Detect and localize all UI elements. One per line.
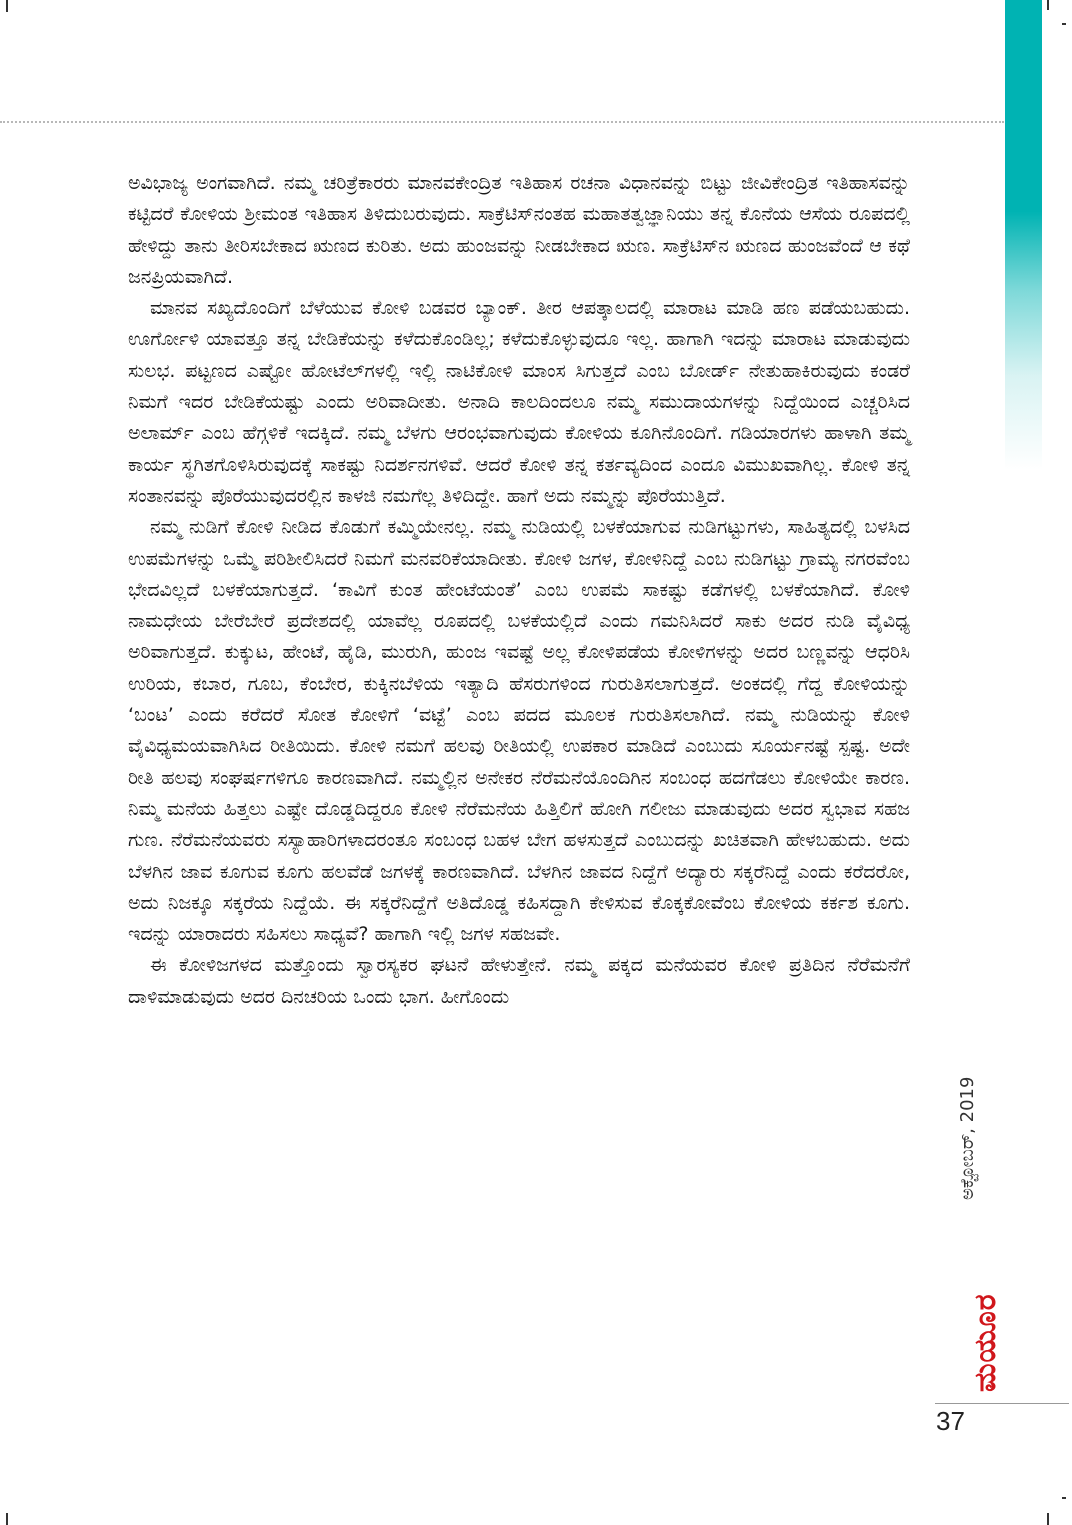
accent-color-bar: [1005, 0, 1042, 470]
article-body: [128, 168, 910, 1013]
header-dotted-rule: [0, 121, 1004, 123]
paragraph-4: ಈ ಕೋಳಿಜಗಳದ ಮತ್ತೊಂದು ಸ್ವಾರಸ್ಯಕರ ಘಟನೆ ಹೇಳುತ್ತೇನೆ. ನಮ್ಮ ಪಕ್ಕದ ಮನೆಯವರ ಕೋಳಿ ಪ್ರತಿದಿನ ನೆರೆಮನೆಗೆ ದಾಳಿಮಾಡುವುದು ಅದರ ದಿನಚರಿಯ ಒಂದು ಭಾಗ. ಹೀಗೊಂದು: [128, 954, 910, 1008]
magazine-masthead: ಮಯೂರ: [968, 1293, 1003, 1392]
paragraph-1: ಅವಿಭಾಜ್ಯ ಅಂಗವಾಗಿದೆ. ನಮ್ಮ ಚರಿತ್ರೆಕಾರರು ಮಾನವಕೇಂದ್ರಿತ ಇತಿಹಾಸ ರಚನಾ ವಿಧಾನವನ್ನು ಬಿಟ್ಟು ಜೀವಿಕೇಂದ್ರಿತ ಇತಿಹಾಸವನ್ನು ಕಟ್ಟಿದರೆ ಕೋಳಿಯ ಶ್ರೀಮಂತ ಇತಿಹಾಸ ತಿಳಿದುಬರುವುದು. ಸಾಕ್ರೆಟಿಸ್‌ನಂತಹ ಮಹಾತತ್ವಜ್ಞಾನಿಯು ತನ್ನ ಕೊನೆಯ ಆಸೆಯ ರೂಪದಲ್ಲಿ ಹೇಳಿದ್ದು ತಾನು ತೀರಿಸಬೇಕಾದ ಋಣದ ಕುರಿತು. ಅದು ಹುಂಜವನ್ನು ನೀಡಬೇಕಾದ ಋಣ. ಸಾಕ್ರೆಟಿಸ್‌ನ ಋಣದ ಹುಂಜವೆಂದೆ ಆ ಕಥೆ ಜನಪ್ರಿಯವಾಗಿದೆ.: [128, 172, 910, 288]
paragraph-2: ಮಾನವ ಸಖ್ಯದೊಂದಿಗೆ ಬೆಳೆಯುವ ಕೋಳಿ ಬಡವರ ಬ್ಯಾಂಕ್. ತೀರ ಆಪತ್ಕಾಲದಲ್ಲಿ ಮಾರಾಟ ಮಾಡಿ ಹಣ ಪಡೆಯಬಹುದು. ಊರ್ಗೋಳಿ ಯಾವತ್ತೂ ತನ್ನ ಬೇಡಿಕೆಯನ್ನು ಕಳೆದುಕೊಂಡಿಲ್ಲ; ಕಳೆದುಕೊಳ್ಳುವುದೂ ಇಲ್ಲ. ಹಾಗಾಗಿ ಇದನ್ನು ಮಾರಾಟ ಮಾಡುವುದು ಸುಲಭ. ಪಟ್ಟಣದ ಎಷ್ಟೋ ಹೋಟೆಲ್‌ಗಳಲ್ಲಿ ಇಲ್ಲಿ ನಾಟಿಕೋಳಿ ಮಾಂಸ ಸಿಗುತ್ತದೆ ಎಂಬ ಬೋರ್ಡ್ ನೇತುಹಾಕಿರುವುದು ಕಂಡರೆ ನಿಮಗೆ ಇದರ ಬೇಡಿಕೆಯಷ್ಟು ಎಂದು ಅರಿವಾದೀತು. ಅನಾದಿ ಕಾಲದಿಂದಲೂ ನಮ್ಮ ಸಮುದಾಯಗಳನ್ನು ನಿದ್ದೆಯಿಂದ ಎಚ್ಚರಿಸಿದ ಅಲಾರ್ಮ್ ಎಂಬ ಹೆಗ್ಗಳಿಕೆ ಇದಕ್ಕಿದೆ. ನಮ್ಮ ಬೆಳಗು ಆರಂಭವಾಗುವುದು ಕೋಳಿಯ ಕೂಗಿನೊಂದಿಗೆ. ಗಡಿಯಾರಗಳು ಹಾಳಾಗಿ ತಮ್ಮ ಕಾರ್ಯ ಸ್ಥಗಿತಗೊಳಿಸಿರುವುದಕ್ಕೆ ಸಾಕಷ್ಟು ನಿದರ್ಶನಗಳಿವೆ. ಆದರೆ ಕೋಳಿ ತನ್ನ ಕರ್ತವ್ಯದಿಂದ ಎಂದೂ ವಿಮುಖವಾಗಿಲ್ಲ. ಕೋಳಿ ತನ್ನ ಸಂತಾನವನ್ನು ಪೊರೆಯುವುದರಲ್ಲಿನ ಕಾಳಜಿ ನಮಗೆಲ್ಲ ತಿಳಿದಿದ್ದೇ. ಹಾಗೆ ಅದು ನಮ್ಮನ್ನು ಪೊರೆಯುತ್ತಿದೆ.: [128, 297, 910, 507]
issue-date: ಅಕ್ಟೋಬರ್, 2019: [957, 1076, 978, 1200]
crop-mark-right-lower: [1062, 1497, 1066, 1499]
crop-mark-right-upper: [1062, 23, 1066, 25]
page-number: 37: [936, 1406, 965, 1436]
crop-mark-bottom-left: [6, 1513, 8, 1525]
paragraph-3: ನಮ್ಮ ನುಡಿಗೆ ಕೋಳಿ ನೀಡಿದ ಕೊಡುಗೆ ಕಮ್ಮಿಯೇನಲ್ಲ. ನಮ್ಮ ನುಡಿಯಲ್ಲಿ ಬಳಕೆಯಾಗುವ ನುಡಿಗಟ್ಟುಗಳು, ಸಾಹಿತ್ಯದಲ್ಲಿ ಬಳಸಿದ ಉಪಮೆಗಳನ್ನು ಒಮ್ಮೆ ಪರಿಶೀಲಿಸಿದರೆ ನಿಮಗೆ ಮನವರಿಕೆಯಾದೀತು. ಕೋಳಿ ಜಗಳ, ಕೋಳಿನಿದ್ದೆ ಎಂಬ ನುಡಿಗಟ್ಟು ಗ್ರಾಮ್ಯ ನಗರವೆಂಬ ಭೇದವಿಲ್ಲದೆ ಬಳಕೆಯಾಗುತ್ತದೆ. ‘ಕಾವಿಗೆ ಕುಂತ ಹೇಂಟೆಯಂತೆ’ ಎಂಬ ಉಪಮೆ ಸಾಕಷ್ಟು ಕಡೆಗಳಲ್ಲಿ ಬಳಕೆಯಾಗಿದೆ. ಕೋಳಿ ನಾಮಧೇಯ ಬೇರೆಬೇರೆ ಪ್ರದೇಶದಲ್ಲಿ ಯಾವೆಲ್ಲ ರೂಪದಲ್ಲಿ ಬಳಕೆಯಲ್ಲಿದೆ ಎಂದು ಗಮನಿಸಿದರೆ ಸಾಕು ಅದರ ನುಡಿ ವೈವಿಧ್ಯ ಅರಿವಾಗುತ್ತದೆ. ಕುಕ್ಕುಟ, ಹೇಂಟೆ, ಹೈಡಿ, ಮುರುಗಿ, ಹುಂಜ ಇವಷ್ಟೆ ಅಲ್ಲ ಕೋಳಿಪಡೆಯ ಕೋಳಿಗಳನ್ನು ಅದರ ಬಣ್ಣವನ್ನು ಆಧರಿಸಿ ಉರಿಯ, ಕಬಾರ, ಗೂಬ, ಕೆಂಬೇರ, ಕುಕ್ಕಿನಬೆಳಿಯ ಇತ್ಯಾದಿ ಹೆಸರುಗಳಿಂದ ಗುರುತಿಸಲಾಗುತ್ತದೆ. ಅಂಕದಲ್ಲಿ ಗೆದ್ದ ಕೋಳಿಯನ್ನು ‘ಬಂಟ’ ಎಂದು ಕರೆದರೆ ಸೋತ ಕೋಳಿಗೆ ‘ವಟ್ಟೆ’ ಎಂಬ ಪದದ ಮೂಲಕ ಗುರುತಿಸಲಾಗಿದೆ. ನಮ್ಮ ನುಡಿಯನ್ನು ಕೋಳಿ ವೈವಿಧ್ಯಮಯವಾಗಿಸಿದ ರೀತಿಯಿದು. ಕೋಳಿ ನಮಗೆ ಹಲವು ರೀತಿಯಲ್ಲಿ ಉಪಕಾರ ಮಾಡಿದೆ ಎಂಬುದು ಸೂರ್ಯನಷ್ಟೆ ಸ್ಪಷ್ಟ. ಅದೇ ರೀತಿ ಹಲವು ಸಂಘರ್ಷಗಳಿಗೂ ಕಾರಣವಾಗಿದೆ. ನಮ್ಮಲ್ಲಿನ ಅನೇಕರ ನೆರೆಮನೆಯೊಂದಿಗಿನ ಸಂಬಂಧ ಹದಗೆಡಲು ಕೋಳಿಯೇ ಕಾರಣ. ನಿಮ್ಮ ಮನೆಯ ಹಿತ್ತಲು ಎಷ್ಟೇ ದೊಡ್ಡದಿದ್ದರೂ ಕೋಳಿ ನೆರೆಮನೆಯ ಹಿತ್ತಿಲಿಗೆ ಹೋಗಿ ಗಲೀಜು ಮಾಡುವುದು ಅದರ ಸ್ವಭಾವ ಸಹಜ ಗುಣ. ನೆರೆಮನೆಯವರು ಸಸ್ಯಾಹಾರಿಗಳಾದರಂತೂ ಸಂಬಂಧ ಬಹಳ ಬೇಗ ಹಳಸುತ್ತದೆ ಎಂಬುದನ್ನು ಖಚಿತವಾಗಿ ಹೇಳಬಹುದು. ಅದು ಬೆಳಗಿನ ಜಾವ ಕೂಗುವ ಕೂಗು ಹಲವೆಡೆ ಜಗಳಕ್ಕೆ ಕಾರಣವಾಗಿದೆ. ಬೆಳಗಿನ ಜಾವದ ನಿದ್ದೆಗೆ ಅದ್ಯಾರು ಸಕ್ಕರೆನಿದ್ದೆ ಎಂದು ಕರೆದರೋ, ಅದು ನಿಜಕ್ಕೂ ಸಕ್ಕರೆಯ ನಿದ್ದೆಯೆ. ಈ ಸಕ್ಕರೆನಿದ್ದೆಗೆ ಅತಿದೊಡ್ಡ ಕಹಿಸದ್ದಾಗಿ ಕೇಳಿಸುವ ಕೊಕ್ಕಕೋವೆಂಬ ಕೋಳಿಯ ಕರ್ಕಶ ಕೂಗು. ಇದನ್ನು ಯಾರಾದರು ಸಹಿಸಲು ಸಾಧ್ಯವೆ? ಹಾಗಾಗಿ ಇಲ್ಲಿ ಜಗಳ ಸಹಜವೇ.: [128, 516, 911, 946]
crop-mark-bottom-right: [1047, 1513, 1049, 1525]
crop-mark-top-left: [6, 0, 8, 12]
page-number-rule: [935, 1403, 1069, 1404]
crop-mark-top-right: [1047, 0, 1049, 10]
